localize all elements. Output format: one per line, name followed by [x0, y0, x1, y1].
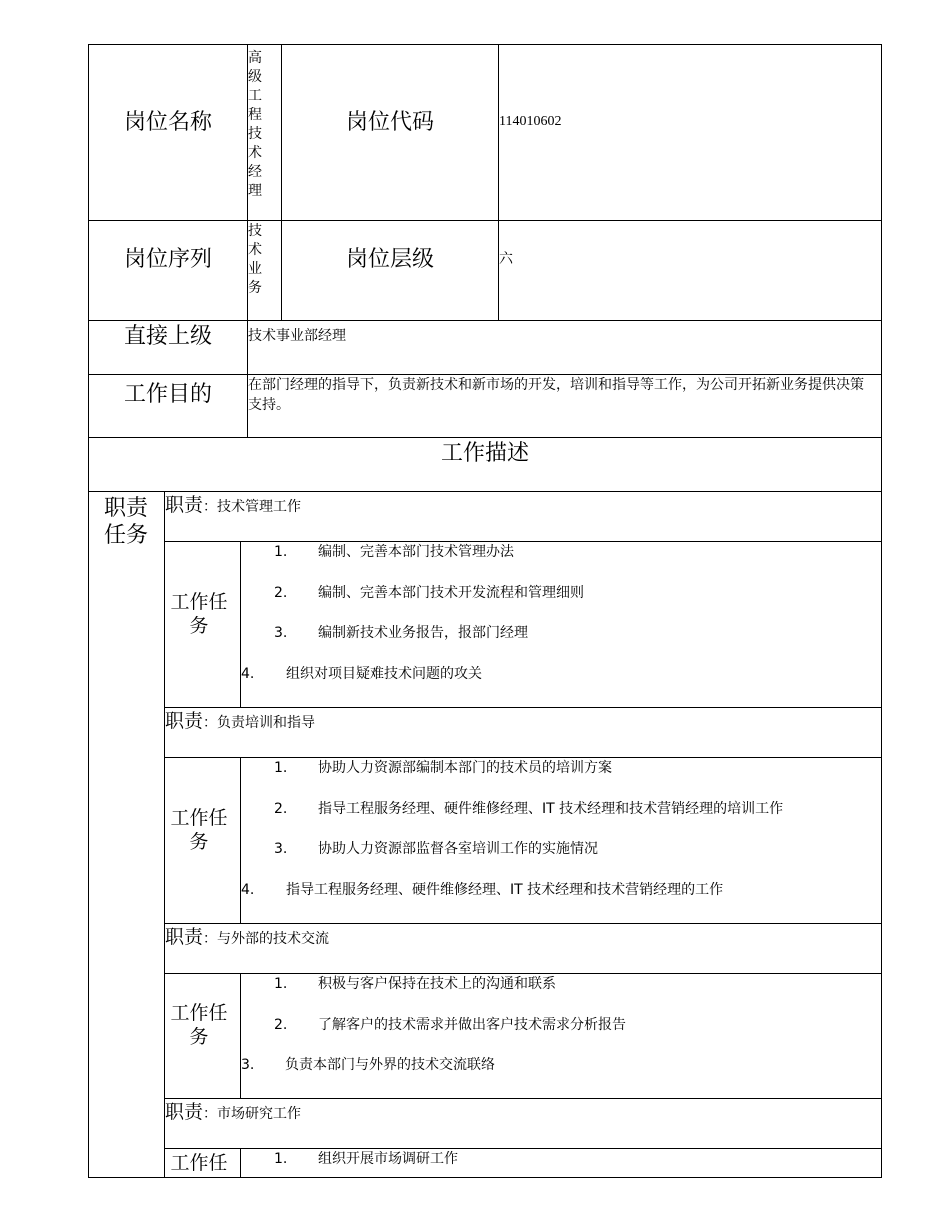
- task-item: 3. 编制新技术业务报告，报部门经理: [274, 625, 528, 641]
- task-item: 1. 组织开展市场调研工作: [274, 1151, 458, 1167]
- table-border-right: [881, 44, 882, 1178]
- row-divider: [88, 491, 882, 492]
- task-label: 工作任务: [170, 807, 228, 853]
- row-divider: [164, 923, 882, 924]
- row-divider: [164, 1098, 882, 1099]
- superior-label: 直接上级: [123, 324, 212, 349]
- post-level-value: 六: [499, 251, 513, 267]
- col-divider: [498, 44, 499, 320]
- post-code-value: 114010602: [499, 114, 562, 129]
- task-item: 4. 组织对项目疑难技术问题的攻关: [241, 666, 482, 682]
- post-code-label: 岗位代码: [345, 110, 434, 135]
- task-item: 1. 编制、完善本部门技术管理办法: [274, 544, 514, 560]
- responsibility-title: 职责：技术管理工作: [165, 494, 302, 516]
- col-divider: [240, 1148, 241, 1177]
- task-item: 4. 指导工程服务经理、硬件维修经理、IT 技术经理和技术营销经理的工作: [241, 882, 724, 898]
- task-item: 2. 了解客户的技术需求并做出客户技术需求分析报告: [274, 1017, 626, 1033]
- responsibility-title: 职责：市场研究工作: [165, 1101, 302, 1123]
- row-divider: [88, 437, 882, 438]
- task-item: 1. 积极与客户保持在技术上的沟通和联系: [274, 976, 556, 992]
- purpose-label: 工作目的: [123, 382, 212, 407]
- table-border-top: [88, 44, 882, 45]
- description-title: 工作描述: [440, 441, 529, 466]
- task-label: 工作任务: [170, 1002, 228, 1048]
- task-item: 3. 协助人力资源部监督各室培训工作的实施情况: [274, 841, 598, 857]
- duties-label: 职责任务: [103, 496, 148, 548]
- responsibility-title: 职责：负责培训和指导: [165, 710, 316, 732]
- task-item: 3. 负责本部门与外界的技术交流联络: [241, 1057, 495, 1073]
- row-divider: [164, 707, 882, 708]
- post-name-label: 岗位名称: [123, 110, 212, 135]
- post-name-value: 高级工程技术经理: [248, 50, 262, 199]
- col-divider: [164, 491, 165, 1177]
- row-divider: [88, 220, 882, 221]
- task-label: 工作任: [170, 1152, 228, 1174]
- task-item: 2. 编制、完善本部门技术开发流程和管理细则: [274, 585, 584, 601]
- task-item: 2. 指导工程服务经理、硬件维修经理、IT 技术经理和技术营销经理的培训工作: [274, 801, 784, 817]
- post-series-value: 技术业务: [248, 223, 262, 296]
- col-divider: [281, 44, 282, 320]
- table-border-bottom: [88, 1177, 882, 1178]
- row-divider: [88, 320, 882, 321]
- responsibility-title: 职责：与外部的技术交流: [165, 926, 330, 948]
- row-divider: [164, 541, 882, 542]
- task-item: 1. 协助人力资源部编制本部门的技术员的培训方案: [274, 760, 612, 776]
- row-divider: [164, 1148, 882, 1149]
- col-divider: [240, 973, 241, 1098]
- superior-value: 技术事业部经理: [248, 328, 346, 344]
- task-label: 工作任务: [170, 591, 228, 637]
- post-level-label: 岗位层级: [345, 247, 434, 272]
- table-border-left: [88, 44, 89, 1178]
- post-series-label: 岗位序列: [123, 247, 212, 272]
- purpose-value: 在部门经理的指导下，负责新技术和新市场的开发，培训和指导等工作，为公司开拓新业务提供决策支持。: [248, 377, 864, 413]
